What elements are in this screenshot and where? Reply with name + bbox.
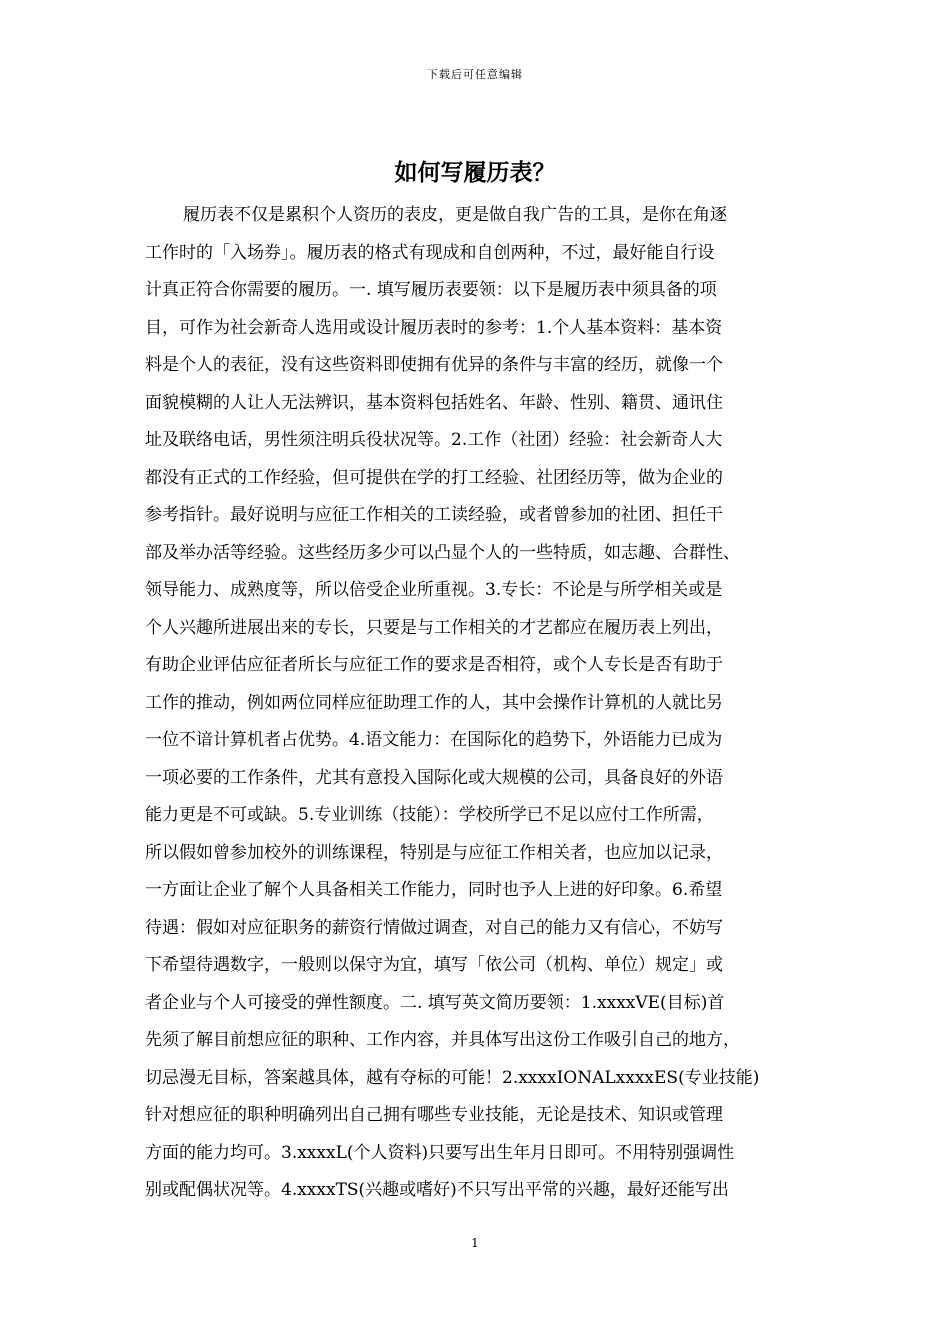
body-line: 下希望待遇数字，一般则以保守为宜，填写「依公司（机构、单位）规定」或 bbox=[145, 955, 723, 975]
body-line: 计真正符合你需要的履历。一. 填写履历表要领：以下是履历表中须具备的项 bbox=[145, 280, 717, 300]
body-line: 方面的能力均可。3.xxxxL(个人资料)只要写出生年月日即可。不用特别强调性 bbox=[145, 1142, 735, 1163]
body-line: 料是个人的表征，没有这些资料即使拥有优异的条件与丰富的经历，就像一个 bbox=[145, 355, 723, 375]
body-line: 一项必要的工作条件，尤其有意投入国际化或大规模的公司，具备良好的外语 bbox=[145, 767, 723, 788]
body-line: 个人兴趣所进展出来的专长，只要是与工作相关的才艺都应在履历表上列出， bbox=[145, 617, 723, 638]
body-line: 者企业与个人可接受的弹性额度。二. 填写英文简历要领：1.xxxxVE(目标)首 bbox=[145, 992, 725, 1013]
body-line: 部及举办活等经验。这些经历多少可以凸显个人的一些特质，如志趣、合群性、 bbox=[145, 542, 740, 563]
body-line: 都没有正式的工作经验，但可提供在学的打工经验、社团经历等，做为企业的 bbox=[145, 467, 723, 488]
body-line: 一位不谙计算机者占优势。4.语文能力：在国际化的趋势下，外语能力已成为 bbox=[145, 730, 723, 750]
body-line: 履历表不仅是累积个人资历的表皮，更是做自我广告的工具，是你在角逐 bbox=[183, 205, 727, 225]
body-line: 领导能力、成熟度等，所以倍受企业所重视。3.专长：不论是与所学相关或是 bbox=[145, 580, 723, 600]
document-body bbox=[145, 197, 815, 1210]
page-number: 1 bbox=[471, 1236, 479, 1250]
page-header: 下载后可任意编辑 bbox=[427, 68, 523, 81]
body-line: 待遇：假如对应征职务的薪资行情做过调查，对自己的能力又有信心，不妨写 bbox=[145, 917, 723, 938]
body-line: 参考指针。最好说明与应征工作相关的工读经验，或者曾参加的社团、担任干 bbox=[145, 505, 723, 525]
body-line: 工作时的「入场券」。履历表的格式有现成和自创两种，不过，最好能自行设 bbox=[145, 242, 715, 263]
body-line: 有助企业评估应征者所长与应征工作的要求是否相符，或个人专长是否有助于 bbox=[145, 655, 723, 675]
body-line: 先须了解目前想应征的职种、工作内容，并具体写出这份工作吸引自己的地方， bbox=[145, 1030, 740, 1050]
body-line: 所以假如曾参加校外的训练课程，特别是与应征工作相关者，也应加以记录， bbox=[145, 842, 723, 863]
document-title: 如何写履历表？ bbox=[394, 160, 556, 186]
body-line: 针对想应征的职种明确列出自己拥有哪些专业技能，无论是技术、知识或管理 bbox=[145, 1105, 723, 1125]
body-line: 别或配偶状况等。4.xxxxTS(兴趣或嗜好)不只写出平常的兴趣，最好还能写出 bbox=[145, 1180, 729, 1200]
body-line: 一方面让企业了解个人具备相关工作能力，同时也予人上进的好印象。6.希望 bbox=[145, 880, 723, 900]
body-line: 址及联络电话，男性须注明兵役状况等。2.工作（社团）经验：社会新奇人大 bbox=[145, 430, 723, 450]
body-line: 目，可作为社会新奇人选用或设计履历表时的参考：1.个人基本资料：基本资 bbox=[145, 317, 723, 338]
body-line: 能力更是不可或缺。5.专业训练（技能）：学校所学已不足以应付工作所需， bbox=[145, 805, 714, 825]
body-line: 切忌漫无目标，答案越具体，越有夺标的可能！2.xxxxIONALxxxxES(专业技能) bbox=[145, 1067, 760, 1088]
body-line: 工作的推动，例如两位同样应征助理工作的人，其中会操作计算机的人就比另 bbox=[145, 692, 723, 713]
body-line: 面貌模糊的人让人无法辨识，基本资料包括姓名、年龄、性别、籍贯、通讯住 bbox=[145, 392, 723, 413]
